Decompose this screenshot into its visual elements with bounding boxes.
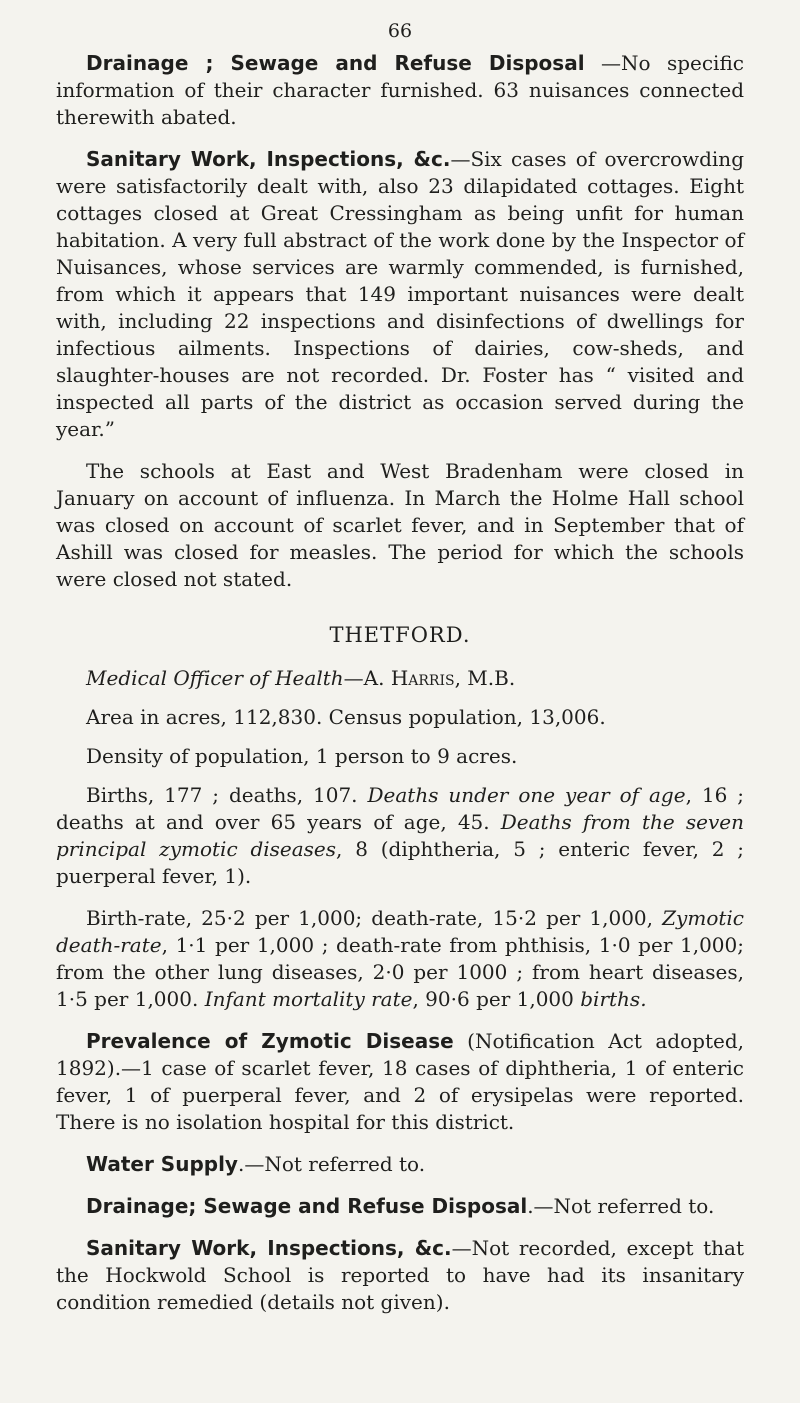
births-italic-2: Deaths from the seven principal zymotic diseases bbox=[56, 810, 744, 861]
text-drainage: —No specific information of their character furnished. 63 nuisances connected therewith abated. bbox=[56, 51, 744, 129]
heading-sanitary-work: Sanitary Work, Inspections, &c. bbox=[86, 147, 451, 171]
births-text-2: , 16 ; deaths at and over 65 years of age, 45. bbox=[56, 783, 745, 834]
rates-italic-1: Zymotic death-rate bbox=[56, 906, 744, 957]
paragraph-drainage bbox=[56, 50, 744, 131]
rates-text-2: , 1·1 per 1,000 ; death-rate from phthisis, 1·0 per 1,000; from the other lung diseases, 2·0 per 1000 ; from heart diseases, 1·5 per 1,000. bbox=[56, 933, 744, 1011]
rates-text-1: Birth-rate, 25·2 per 1,000; death-rate, 15·2 per 1,000, bbox=[86, 906, 663, 930]
paragraph-density: Density of population, 1 person to 9 acres. bbox=[86, 744, 518, 768]
heading-drainage-2: Drainage; Sewage and Refuse Disposal bbox=[86, 1194, 528, 1218]
paragraph-water-supply bbox=[56, 1151, 744, 1178]
rates-italic-3: births. bbox=[580, 987, 647, 1011]
heading-prevalence: Prevalence of Zymotic Disease bbox=[86, 1029, 454, 1053]
moh-name: Harris bbox=[390, 666, 455, 690]
births-italic-1: Deaths under one year of age bbox=[367, 783, 686, 807]
district-title: THETFORD. bbox=[329, 623, 471, 647]
text-sanitary-work: —Six cases of overcrowding were satisfactorily dealt with, also 23 dilapidated cottages. Eight cottages closed at Great Cressingham as being unfit for human habitation. A very full abstract of the work done by the Inspector of Nuisances, whose services are warmly commended, is furnished, from which it appears that 149 important nuisances were dealt with, including 22 inspections and disinfections of dwellings for infectious ailments. Inspections of dairies, cow-sheds, and slaughter-houses are not recorded. Dr. Foster has “ visited and inspected all parts of the district as occasion served during the year.” bbox=[56, 147, 744, 441]
moh-dash: —A. bbox=[343, 666, 391, 690]
paragraph-area: Area in acres, 112,830. Census population, 13,006. bbox=[86, 705, 606, 729]
births-text-1: Births, 177 ; deaths, 107. bbox=[86, 783, 368, 807]
paragraph-prevalence bbox=[56, 1028, 744, 1136]
paragraph-rates bbox=[56, 905, 744, 1013]
heading-sanitary-work-2: Sanitary Work, Inspections, &c. bbox=[86, 1236, 452, 1260]
paragraph-drainage-2 bbox=[56, 1193, 744, 1220]
paragraph-sanitary-work bbox=[56, 146, 744, 443]
label-medical-officer: Medical Officer of Health bbox=[86, 666, 344, 690]
births-text-3: , 8 (diphtheria, 5 ; enteric fever, 2 ; puerperal fever, 1). bbox=[56, 837, 745, 888]
text-prevalence: (Notification Act adopted, 1892).—1 case of scarlet fever, 18 cases of diphtheria, 1 of enteric fever, 1 of puerperal fever, and 2 of erysipelas were reported. There is no isolation hospital for this district. bbox=[56, 1029, 744, 1134]
text-sanitary-work-2: —Not recorded, except that the Hockwold School is reported to have had its insanitary condition remedied (details not given). bbox=[56, 1236, 744, 1314]
heading-drainage: Drainage ; Sewage and Refuse Disposal bbox=[86, 51, 585, 75]
paragraph-medical-officer bbox=[56, 665, 744, 692]
page-number: 66 bbox=[387, 20, 413, 42]
heading-water-supply: Water Supply bbox=[86, 1152, 238, 1176]
paragraph-births bbox=[56, 782, 744, 890]
paragraph-schools: The schools at East and West Bradenham were closed in January on account of influenza. In March the Holme Hall school was closed on account of scarlet fever, and in September that of Ashill was closed for measles. The period for which the schools were closed not stated. bbox=[56, 459, 744, 591]
rates-text-3: , 90·6 per 1,000 bbox=[412, 987, 581, 1011]
text-drainage-2: .—Not referred to. bbox=[527, 1194, 715, 1218]
text-water-supply: .—Not referred to. bbox=[237, 1152, 426, 1176]
paragraph-sanitary-work-2 bbox=[56, 1235, 744, 1316]
moh-suffix: , M.B. bbox=[454, 666, 516, 690]
rates-italic-2: Infant mortality rate bbox=[204, 987, 413, 1011]
